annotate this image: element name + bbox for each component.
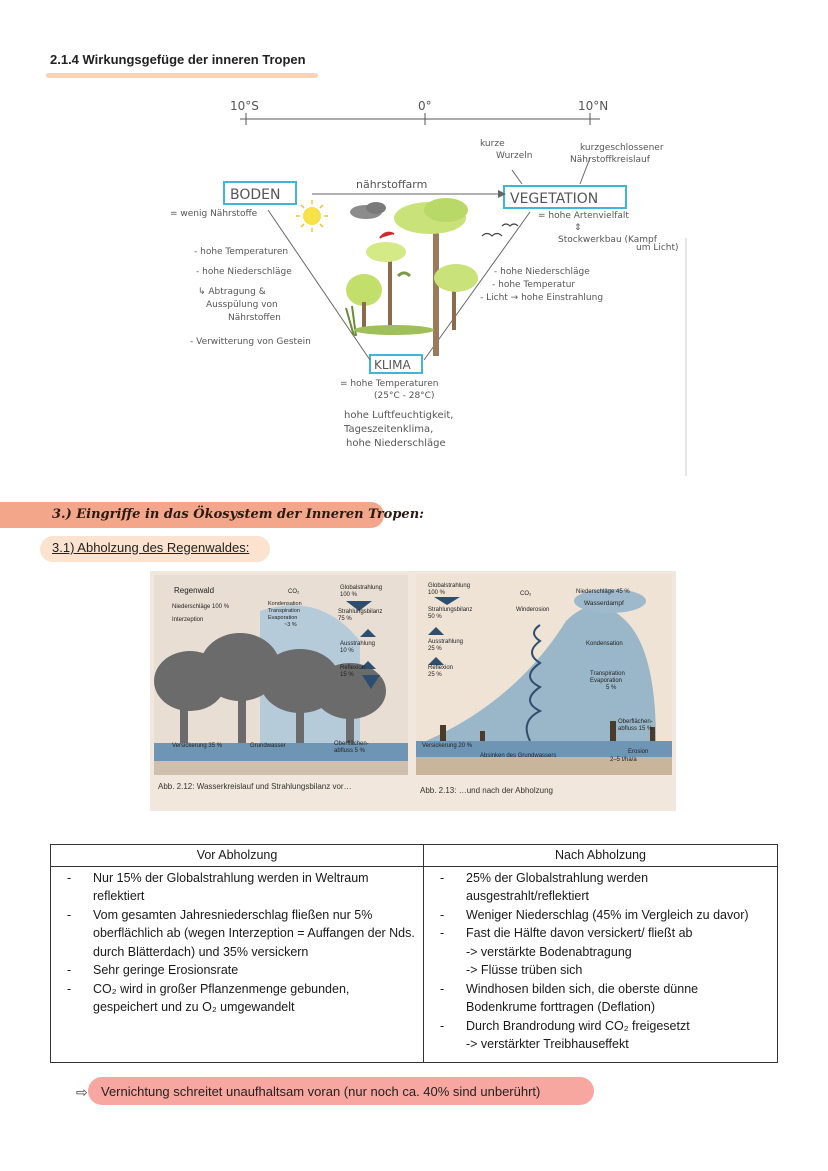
nutrient-arrow-label: nährstoffarm [356,178,428,191]
bird-icon [482,234,502,237]
before-item-text: - Nur 15% der Globalstrahlung werden in Weltraum reflektiert [93,870,369,903]
sun-icon [296,200,328,232]
section-banner-text: 3.) Eingriffe in das Ökosystem der Inneren Tropen: [52,507,424,522]
section-title: 2.1.4 Wirkungsgefüge der inneren Tropen [50,52,306,67]
left-refl-1: Reflexion [340,665,366,671]
after-cell [424,866,778,1062]
klima-note-5: hohe Niederschläge [346,438,446,449]
trees-drawing [346,198,478,356]
right-bilanz-1: Strahlungsbilanz [428,607,473,613]
boden-note: = wenig Nährstoffe [170,209,258,219]
before-item-text: - CO₂ wird in großer Pflanzenmenge gebunden, gespeichert und zu O₂ umgewandelt [93,981,350,1014]
left-global-1: Globalstrahlung [340,585,383,591]
after-item-subtext: -> verstärkter Treibhauseffekt [466,1037,629,1051]
before-item-text: - Vom gesamten Jahresniederschlag fließen nur 5% oberflächlich ab (wegen Interzeption = Auffangen der Nds. durch Blätterdach) und 35% versickern [93,907,415,959]
right-aus-2: 25 % [428,646,442,652]
left-aus-1: Ausstrahlung [340,641,376,647]
before-item [57,869,417,906]
right-transp-1: Transpiration [590,671,625,677]
comparison-table [50,844,778,1063]
right-global-2: 100 % [428,590,446,596]
rain-cloud-icon [350,202,386,219]
left-note-6: - Verwitterung von Gestein [190,337,311,347]
right-co2: CO₂ [520,591,532,597]
left-kond-4: ~3 % [284,622,297,628]
after-item [430,869,771,906]
left-note-2: - hohe Niederschläge [196,267,292,277]
left-soil [154,761,408,775]
right-aus-1: Ausstrahlung [428,639,464,645]
right-abfluss-2: abfluss 15 % [618,726,653,732]
after-item-text: - Durch Brandrodung wird CO₂ freigesetzt [466,1018,690,1033]
left-abfluss-1: Oberflächen- [334,741,369,747]
left-abfluss-2: abfluss 5 % [334,748,366,754]
veg-note-4: um Licht) [636,243,679,253]
table-header-row [51,845,778,867]
after-item-subtext: -> Flüsse trüben sich [466,963,583,977]
caption-left: Abb. 2.12: Wasserkreislauf und Strahlungsbilanz vor… [158,782,352,791]
before-item-text: - Sehr geringe Erosionsrate [93,963,239,977]
roots-arrow [512,170,522,184]
klima-note-1: = hohe Temperaturen [340,379,439,389]
cycle-note-1: kurzgeschlossener [580,143,664,153]
left-regenwald: Regenwald [174,586,215,595]
left-kond-3: Evaporation [268,615,298,621]
lat-right-label: 10°N [578,99,609,113]
header-after: Nach Abholzung [424,845,778,867]
right-bilanz-2: 50 % [428,614,442,620]
lat-left-label: 10°S [230,99,259,113]
after-item [430,980,771,1017]
left-grundwasser: Grundwasser [250,743,286,749]
veg-note-1: = hohe Artenvielfalt [538,211,629,221]
header-before: Vor Abholzung [51,845,424,867]
right-wasserdampf: Wasserdampf [584,600,624,607]
left-note-5: Nährstoffen [228,313,281,323]
left-aus-2: 10 % [340,648,354,654]
klima-label: KLIMA [374,358,411,372]
right-note-2: - hohe Temperatur [492,280,576,290]
after-item [430,924,771,980]
right-abfluss-1: Oberflächen- [618,719,653,725]
right-transp-2: Evaporation [590,678,623,684]
klima-note-2: (25°C - 28°C) [374,391,435,401]
right-niederschlag: Niederschläge 45 % [576,589,630,595]
after-item-subtext: -> verstärkte Bodenabtragung [466,944,632,959]
left-co2: CO₂ [288,589,300,595]
right-winderosion: Winderosion [516,607,550,613]
after-item-text: - Weniger Niederschlag (45% im Vergleich zu davor) [466,907,749,922]
roots-note-1: kurze [480,139,505,149]
after-item-text: - Fast die Hälfte davon versickert/ fließt ab [466,926,693,940]
klima-note-3: hohe Luftfeuchtigkeit, [344,410,454,421]
before-list [57,869,417,1017]
tropics-diagram [150,88,690,478]
before-item [57,980,417,1017]
deforestation-illustration [150,571,676,811]
arrow-right-icon: ⇨ [76,1084,88,1100]
right-grundwasser: Absinken des Grundwassers [480,753,557,759]
bird-icon-2 [502,224,518,226]
right-erosion-1: Erosion [628,749,649,755]
cycle-note-2: Nährstoffkreislauf [570,155,650,165]
after-item [430,1017,771,1054]
left-kond-2: Transpiration [268,608,300,614]
left-note-3: ↳ Abtragung & [198,287,266,297]
right-erosion-2: 2–5 t/ha/a [610,757,637,763]
before-item [57,961,417,980]
boden-label: BODEN [230,187,281,203]
after-item-text: - Windhosen bilden sich, die oberste dünne Bodenkrume forttragen (Deflation) [466,981,699,1014]
veg-note-3: Stockwerkbau (Kampf [558,235,657,245]
right-versickerung: Versickerung 20 % [422,743,473,749]
left-note-4: Ausspülung von [206,300,278,310]
right-refl-1: Reflexion [428,665,454,671]
veg-note-2: ⇕ [574,223,582,233]
right-kondensation: Kondensation [586,641,623,647]
table-row [51,866,778,1062]
after-list [430,869,771,1054]
left-niederschlag: Niederschläge 100 % [172,604,230,610]
after-item [430,906,771,925]
right-global-1: Globalstrahlung [428,583,471,589]
left-interzeption: Interzeption [172,617,204,623]
right-note-1: - hohe Niederschläge [494,267,590,277]
left-refl-2: 15 % [340,672,354,678]
vegetation-label: VEGETATION [510,191,599,207]
before-cell [51,866,424,1062]
left-global-2: 100 % [340,592,358,598]
caption-right: Abb. 2.13: …und nach der Abholzung [420,786,553,795]
left-note-1: - hohe Temperaturen [194,247,289,257]
left-versickerung: Versickerung 35 % [172,743,223,749]
right-transp-3: 5 % [606,685,617,691]
title-highlight [46,73,318,78]
roots-note-2: Wurzeln [496,151,533,161]
left-kond-1: Kondensation [268,601,302,607]
after-item-text: - 25% der Globalstrahlung werden ausgestrahlt/reflektiert [466,870,649,903]
left-bilanz-1: Strahlungsbilanz [338,609,383,615]
before-item [57,906,417,962]
lat-mid-label: 0° [418,99,432,113]
klima-note-4: Tageszeitenklima, [344,424,434,435]
conclusion-text: Vernichtung schreitet unaufhaltsam voran (nur noch ca. 40% sind unberührt) [101,1084,541,1099]
left-bilanz-2: 75 % [338,616,352,622]
right-refl-2: 25 % [428,672,442,678]
subsection-title: 3.1) Abholzung des Regenwaldes: [52,540,250,555]
right-note-3: - Licht → hohe Einstrahlung [480,293,604,303]
